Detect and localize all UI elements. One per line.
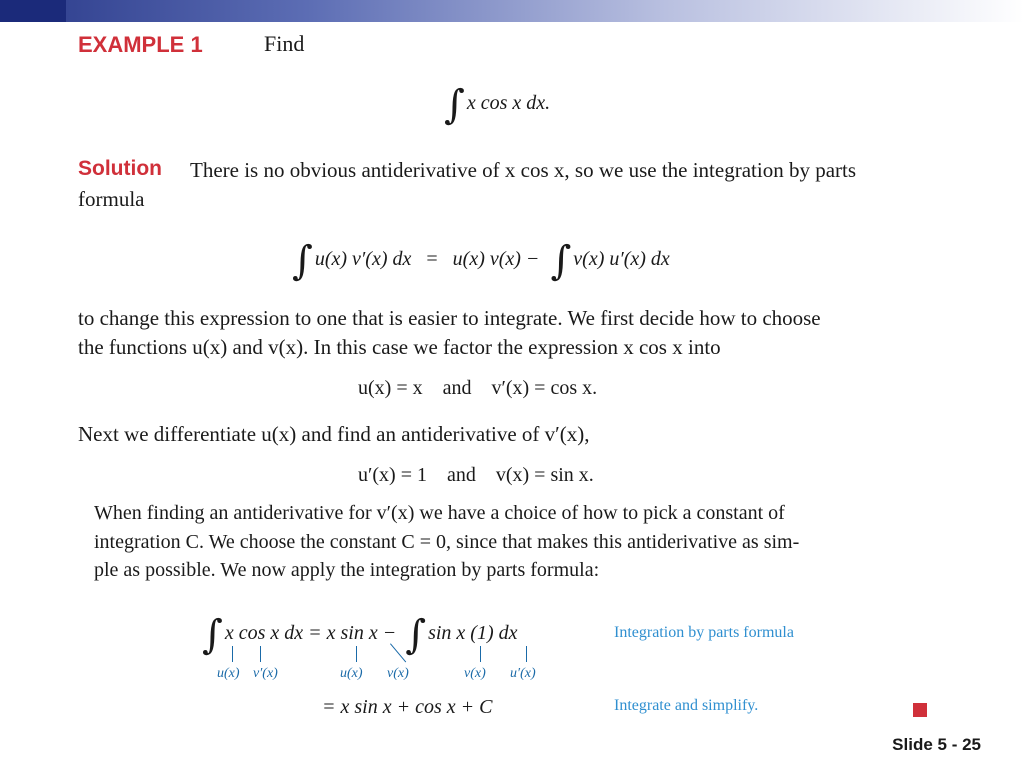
label-tick [260,646,261,662]
integral-sign-icon: ∫ [550,238,572,284]
annotation-simplify: Integrate and simplify. [614,697,759,714]
integral-sign-icon: ∫ [292,238,313,284]
label-v: v(x) [387,666,409,681]
paragraph-2: Next we differentiate u(x) and find an antiderivative of v′(x), [78,422,590,446]
paragraph-1-line-2: the functions u(x) and v(x). In this case we factor the expression x cos x into [78,335,721,359]
derivative-equation: u′(x) = 1 and v(x) = sin x. [358,464,594,486]
label-v-prime: v′(x) [253,666,278,681]
label-u-prime: u′(x) [510,666,536,681]
uv-equation: u(x) = x and v′(x) = cos x. [358,377,598,399]
label-tick [480,646,481,662]
label-u: u(x) [217,666,240,681]
solution-line-1: There is no obvious antiderivative of x cos x, so we use the integration by parts [190,158,857,182]
slide-number: Slide 5 - 25 [892,735,981,754]
label-tick [356,646,357,662]
paragraph-3-line-1: When finding an antiderivative for v′(x) we have a choice of how to pick a constant of [94,502,785,524]
title-bar-block [0,0,66,22]
problem-integral: ∫ x cos x dx. [444,82,551,128]
label-v: v(x) [464,666,486,681]
annotation-parts-formula: Integration by parts formula [614,624,794,641]
integral-sign-icon: ∫ [444,82,465,128]
label-tick [232,646,233,662]
paragraph-3-line-2: integration C. We choose the constant C = 0, since that makes this antiderivative as sim- [94,531,800,553]
applied-result: = x sin x + cos x + C [322,696,493,718]
example-label: EXAMPLE 1 [78,32,203,57]
paragraph-3-line-3: ple as possible. We now apply the integration by parts formula: [94,559,600,581]
label-u: u(x) [340,666,363,681]
title-bar-gradient [0,0,1024,22]
paragraph-1-line-1: to change this expression to one that is easier to integrate. We first decide how to choose [78,306,821,330]
solution-label: Solution [78,157,162,180]
solution-line-2: formula [78,187,145,211]
parts-formula: ∫ u(x) v′(x) dx = u(x) v(x) − ∫ v(x) u′(x) dx [292,238,670,284]
integral-sign-icon: ∫ [405,612,427,658]
integral-sign-icon: ∫ [202,612,223,658]
applied-formula: ∫ x cos x dx = x sin x − ∫ sin x (1) dx [202,612,518,658]
label-tick [526,646,527,662]
find-text: Find [264,31,305,56]
end-of-proof-square-icon [913,703,927,717]
